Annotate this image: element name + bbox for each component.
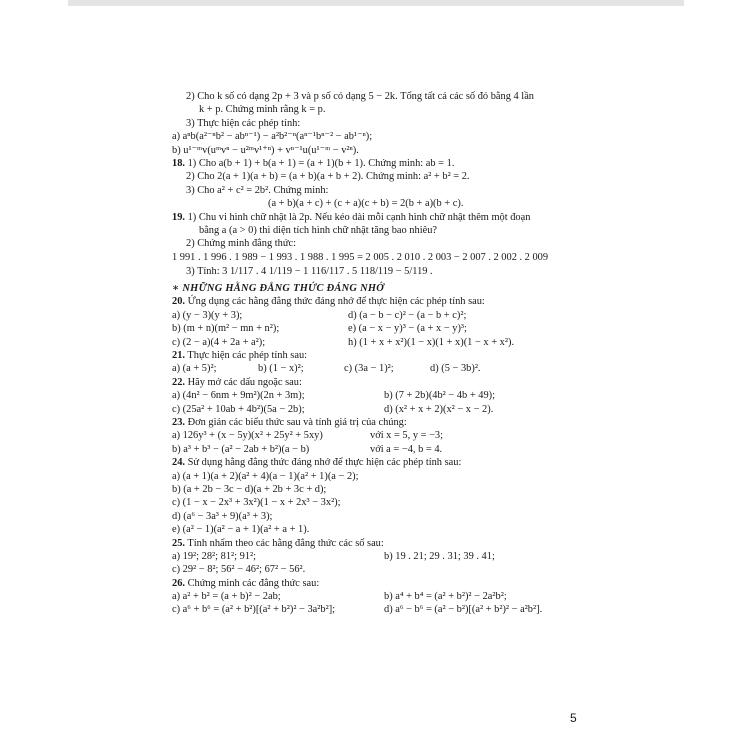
exercise-row — [172, 403, 574, 416]
exercise-row — [172, 362, 574, 375]
problem-24 — [172, 456, 574, 469]
exercise-row — [172, 590, 574, 603]
text-line: Chứng minh các đẳng thức sau: — [187, 577, 320, 589]
text-line: bằng a (a > 0) thì diện tích hình chữ nhật tăng bao nhiêu? — [199, 224, 437, 236]
text-line: Tính nhẩm theo các hằng đẳng thức các số sau: — [187, 537, 384, 549]
problem-number: 26. — [172, 577, 185, 589]
exercise-item: d) (a⁶ − 3a³ + 9)(a³ + 3); — [172, 510, 273, 522]
problem-23 — [172, 416, 574, 429]
exercise-item: d) (5 − 3b)². — [430, 363, 481, 375]
problem-number: 21. — [172, 350, 185, 362]
exercise-row — [172, 336, 574, 349]
text-line: Hãy mở các dấu ngoặc sau: — [187, 376, 302, 388]
page-content — [172, 90, 574, 617]
exercise-item: b) a³ + b³ − (a² − 2ab + b²)(a − b) — [172, 443, 310, 455]
text-line: 1) Cho a(b + 1) + b(a + 1) = (a + 1)(b + 1). Chứng minh: ab = 1. — [187, 157, 455, 169]
text-line: b) u¹⁻ᵐv(uᵐvⁿ − u²ᵐv¹⁺ⁿ) + vⁿ⁻¹u(u¹⁻ᵐ − v²ⁿ). — [172, 144, 359, 156]
problem-21 — [172, 349, 574, 362]
text-line: 3) Cho a² + c² = 2b². Chứng minh: — [186, 184, 329, 196]
text-line: 3) Thực hiện các phép tính: — [186, 117, 301, 129]
problem-22 — [172, 376, 574, 389]
problem-26 — [172, 577, 574, 590]
exercise-item: e) (a² − 1)(a² − a + 1)(a² + a + 1). — [172, 524, 310, 536]
exercise-row — [172, 322, 574, 335]
exercise-item: c) (25a² + 10ab + 4b²)(5a − 2b); — [172, 403, 305, 415]
problem-20 — [172, 295, 574, 308]
exercise-item: c) (2 − a)(4 + 2a + a²); — [172, 336, 266, 348]
exercise-item: b) (1 − x)²; — [258, 363, 304, 375]
exercise-item: a) (y − 3)(y + 3); — [172, 309, 243, 321]
exercise-item: c) 29² − 8²; 56² − 46²; 67² − 56². — [172, 564, 306, 576]
exercise-item: a) 126y³ + (x − 5y)(x² + 25y² + 5xy) — [172, 430, 323, 442]
text-line: 1) Chu vi hình chữ nhật là 2p. Nếu kéo dài mỗi cạnh hình chữ nhật thêm một đoạn — [187, 211, 531, 223]
text-line: Ứng dụng các hằng đẳng thức đáng nhớ để thực hiện các phép tính sau: — [187, 296, 485, 308]
exercise-row — [172, 389, 574, 402]
text-line: 2) Cho k số có dạng 2p + 3 và p số có dạng 5 − 2k. Tổng tất cả các số đó bằng 4 lần — [186, 91, 534, 102]
exercise-item: b) (m + n)(m² − mn + n²); — [172, 323, 280, 335]
text-line: k + p. Chứng minh rằng k = p. — [199, 104, 326, 116]
exercise-item: d) (a − b − c)² − (a − b + c)²; — [348, 309, 467, 321]
problem-number: 22. — [172, 376, 185, 388]
text-line: Đơn giản các biểu thức sau và tính giá trị của chúng: — [187, 416, 407, 428]
exercise-row — [172, 429, 574, 442]
exercise-row — [172, 550, 574, 563]
section-heading: ∗ NHỮNG HẰNG ĐẲNG THỨC ĐÁNG NHỚ — [172, 283, 385, 295]
text-line: 2) Cho 2(a + 1)(a + b) = (a + b)(a + b + 2). Chứng minh: a² + b² = 2. — [186, 171, 470, 183]
problem-number: 19. — [172, 211, 185, 223]
problem-19 — [172, 211, 574, 224]
problem-25 — [172, 537, 574, 550]
problem-number: 20. — [172, 296, 185, 308]
exercise-item: a) 19²; 28²; 81²; 91²; — [172, 550, 257, 562]
problem-18 — [172, 157, 574, 170]
equation-line: (a + b)(a + c) + (c + a)(c + b) = 2(b + a)(b + c). — [268, 198, 464, 210]
exercise-item: b) (7 + 2b)(4b² − 4b + 49); — [384, 390, 496, 402]
problem-number: 18. — [172, 157, 185, 169]
exercise-item: h) (1 + x + x²)(1 − x)(1 + x)(1 − x + x²). — [348, 336, 515, 348]
exercise-item: d) (x² + x + 2)(x² − x − 2). — [384, 403, 494, 415]
exercise-item: c) (3a − 1)²; — [344, 363, 394, 375]
exercise-row — [172, 603, 574, 616]
problem-number: 25. — [172, 537, 185, 549]
problem-number: 24. — [172, 457, 185, 469]
text-line: Sử dụng hằng đẳng thức đáng nhớ để thực hiện các phép tính sau: — [187, 457, 462, 469]
exercise-item: a) (a + 5)²; — [172, 363, 217, 375]
problem-number: 23. — [172, 416, 185, 428]
exercise-row — [172, 443, 574, 456]
exercise-item: c) a⁶ + b⁶ = (a² + b²)[(a² + b²)² − 3a²b²]; — [172, 604, 336, 616]
top-border-strip — [68, 0, 684, 6]
exercise-item: b) (a + 2b − 3c − d)(a + 2b + 3c + d); — [172, 483, 327, 495]
page-number: 5 — [570, 711, 577, 725]
exercise-item: b) a⁴ + b⁴ = (a² + b²)² − 2a²b²; — [384, 591, 507, 603]
exercise-item: c) (1 − x − 2x³ + 3x²)(1 − x + 2x³ − 3x²); — [172, 497, 341, 509]
exercise-item: a) (a + 1)(a + 2)(a² + 4)(a − 1)(a² + 1)(a − 2); — [172, 470, 359, 482]
exercise-item: e) (a − x − y)³ − (a + x − y)³; — [348, 323, 467, 335]
text-line: Thực hiện các phép tính sau: — [187, 350, 308, 362]
exercise-item: d) a⁶ − b⁶ = (a² − b²)[(a² + b²)² − a²b²]. — [384, 604, 543, 616]
text-line: 2) Chứng minh đẳng thức: — [186, 238, 296, 250]
exercise-item: b) 19 . 21; 29 . 31; 39 . 41; — [384, 550, 495, 562]
exercise-row — [172, 309, 574, 322]
exercise-item: với a = −4, b = 4. — [370, 443, 443, 455]
exercise-item: a) (4n² − 6nm + 9m²)(2n + 3m); — [172, 390, 305, 402]
equation-line: 1 991 . 1 996 . 1 989 − 1 993 . 1 988 . 1 995 = 2 005 . 2 010 . 2 003 − 2 007 . 2 002 . 2 009 — [172, 251, 549, 263]
exercise-row — [172, 563, 574, 576]
exercise-item: a) a² + b² = (a + b)² − 2ab; — [172, 591, 281, 603]
text-line: 3) Tính: 3 1/117 . 4 1/119 − 1 116/117 . 5 118/119 − 5/119 . — [186, 266, 433, 278]
exercise-item: với x = 5, y = −3; — [370, 430, 444, 442]
text-line: a) aⁿb(a²⁻ⁿb² − abⁿ⁻¹) − a²b²⁻ⁿ(aⁿ⁻¹bⁿ⁻² − ab¹⁻ⁿ); — [172, 131, 373, 143]
